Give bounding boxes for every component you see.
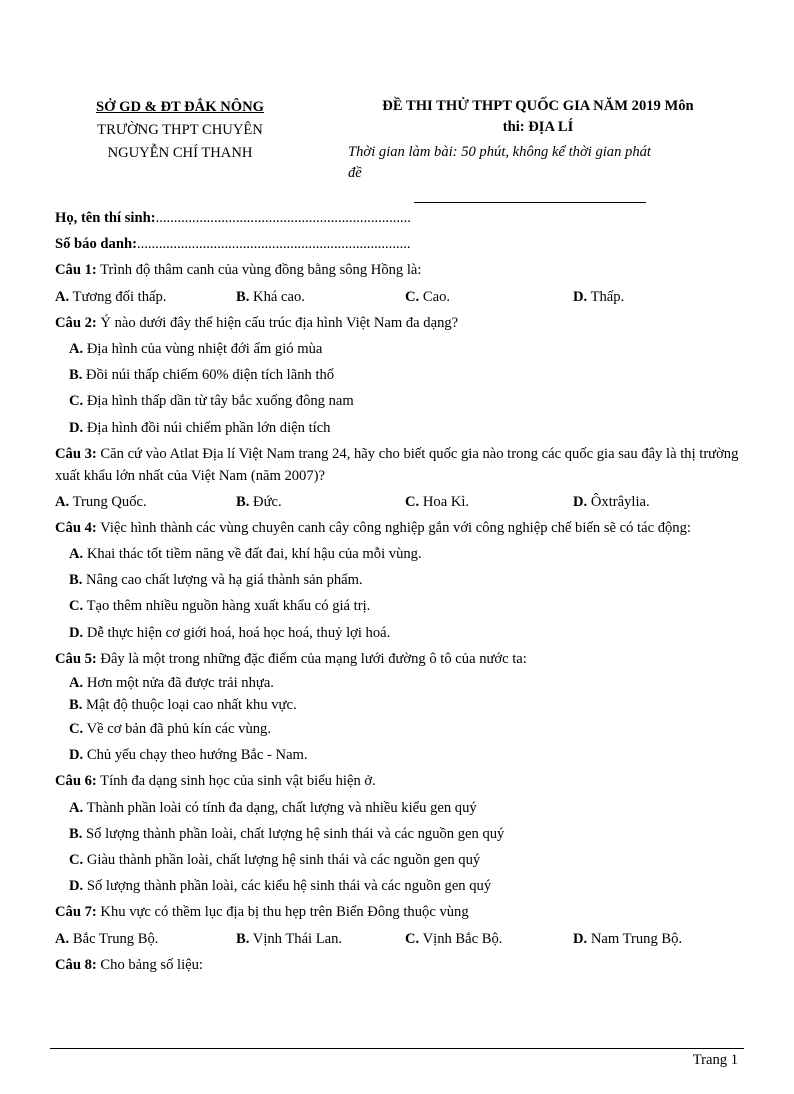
question-5-option-d: D. Chủ yếu chạy theo hướng Bắc - Nam. <box>69 747 308 764</box>
question-2-option-d: D. Địa hình đồi núi chiếm phần lớn diện tích <box>69 419 331 436</box>
candidate-id-line <box>55 231 760 257</box>
question-1-label: Câu 1: <box>55 262 97 279</box>
question-7-options <box>55 926 760 952</box>
option-d: D. Thấp. <box>573 288 625 305</box>
option-b: B. Đức. <box>236 493 282 510</box>
option-b: B. Vịnh Thái Lan. <box>236 930 343 947</box>
exam-header <box>348 96 728 184</box>
question-4-label: Câu 4: <box>55 519 97 536</box>
option-a: A. Bắc Trung Bộ. <box>55 930 159 947</box>
option-c: C. Cao. <box>405 288 451 305</box>
question-7 <box>55 899 760 925</box>
option-a: A. Trung Quốc. <box>55 493 147 510</box>
candidate-name-label: Họ, tên thí sinh: <box>55 210 156 226</box>
exam-body <box>55 205 760 978</box>
candidate-id-dots: ........................................................................... <box>136 236 411 253</box>
question-2 <box>55 310 760 336</box>
question-4-option-b: B. Nâng cao chất lượng và hạ giá thành sản phẩm. <box>69 572 363 589</box>
question-5-option-c: C. Về cơ bản đã phủ kín các vùng. <box>69 721 271 737</box>
question-4-option-c: C. Tạo thêm nhiều nguồn hàng xuất khẩu có giá trị. <box>69 598 371 615</box>
question-6-option-c: C. Giàu thành phần loài, chất lượng hệ sinh thái và các nguồn gen quý <box>69 851 481 868</box>
question-3 <box>55 443 760 487</box>
question-2-label: Câu 2: <box>55 314 97 331</box>
question-6-label: Câu 6: <box>55 773 97 790</box>
question-2-text: Ý nào dưới đây thể hiện cấu trúc địa hình Việt Nam đa dạng? <box>96 314 459 331</box>
question-8-text: Cho bảng số liệu: <box>96 956 203 973</box>
question-5-option-b: B. Mật độ thuộc loại cao nhất khu vực. <box>69 697 297 713</box>
candidate-id-label: Số báo danh: <box>55 236 137 253</box>
question-2-option-a: A. Địa hình của vùng nhiệt đới ẩm gió mùa <box>69 340 323 357</box>
option-c: C. Hoa Kì. <box>405 493 470 510</box>
page-number: Trang 1 <box>692 1052 738 1068</box>
question-3-options <box>55 489 760 515</box>
question-7-label: Câu 7: <box>55 904 97 921</box>
question-7-text: Khu vực có thềm lục địa bị thu hẹp trên Biển Đông thuộc vùng <box>96 904 469 921</box>
question-6-option-b: B. Số lượng thành phần loài, chất lượng hệ sinh thái và các nguồn gen quý <box>69 825 505 842</box>
question-5-label: Câu 5: <box>55 650 97 667</box>
option-d: D. Ôxtrâylia. <box>573 493 650 510</box>
exam-time-line2: đề <box>348 165 362 181</box>
question-1 <box>55 257 760 283</box>
question-6 <box>55 768 760 794</box>
question-4-text: Việc hình thành các vùng chuyên canh cây công nghiệp gắn với công nghiệp chế biến sẽ có tác động: <box>96 519 691 536</box>
question-8-label: Câu 8: <box>55 956 97 973</box>
option-b: B. Khá cao. <box>236 288 305 305</box>
question-3-text: Căn cứ vào Atlat Địa lí Việt Nam trang 24, hãy cho biết quốc gia nào trong các quốc gia sau đây là thị trường xuất khẩu lớn nhất của Việt Nam (năm 2007)? <box>55 445 739 484</box>
exam-title-line1: ĐỀ THI THỬ THPT QUỐC GIA NĂM 2019 Môn <box>382 98 694 114</box>
question-4 <box>55 515 760 541</box>
question-2-option-b: B. Đồi núi thấp chiếm 60% diện tích lãnh thổ <box>69 367 335 384</box>
question-4-option-d: D. Dễ thực hiện cơ giới hoá, hoá học hoá, thuỷ lợi hoá. <box>69 624 391 641</box>
school-name-line1: TRƯỜNG THPT CHUYÊN <box>97 122 263 138</box>
question-6-option-d: D. Số lượng thành phần loài, các kiểu hệ sinh thái và các nguồn gen quý <box>69 878 492 895</box>
option-c: C. Vịnh Bắc Bộ. <box>405 930 503 947</box>
exam-title-line2: thi: ĐỊA LÍ <box>502 119 574 135</box>
question-8 <box>55 952 760 978</box>
question-1-options <box>55 284 760 310</box>
candidate-name-line <box>55 205 760 231</box>
question-5-option-a: A. Hơn một nửa đã được trải nhựa. <box>69 675 274 691</box>
candidate-name-dots: ...................................................................... <box>155 210 411 226</box>
school-name-line2: NGUYỄN CHÍ THANH <box>107 145 253 161</box>
option-d: D. Nam Trung Bộ. <box>573 930 683 947</box>
school-header <box>70 96 290 165</box>
header-divider <box>414 202 646 203</box>
exam-time-line1: Thời gian làm bài: 50 phút, không kể thời gian phát <box>348 144 651 160</box>
question-1-text: Trình độ thâm canh của vùng đồng bằng sông Hồng là: <box>96 262 422 279</box>
question-6-text: Tính đa dạng sinh học của sinh vật biểu hiện ở. <box>96 773 376 790</box>
question-3-label: Câu 3: <box>55 445 97 462</box>
question-4-option-a: A. Khai thác tốt tiềm năng về đất đai, khí hậu của mỗi vùng. <box>69 546 422 563</box>
question-6-option-a: A. Thành phần loài có tính đa dạng, chất lượng và nhiều kiểu gen quý <box>69 799 477 816</box>
option-a: A. Tương đối thấp. <box>55 288 167 305</box>
question-5-text: Đây là một trong những đặc điểm của mạng lưới đường ô tô của nước ta: <box>96 650 527 667</box>
question-5 <box>55 646 760 672</box>
question-2-option-c: C. Địa hình thấp dần từ tây bắc xuống đông nam <box>69 393 354 410</box>
footer-divider <box>50 1048 744 1049</box>
department-name: SỞ GD & ĐT ĐẮK NÔNG <box>96 99 264 115</box>
